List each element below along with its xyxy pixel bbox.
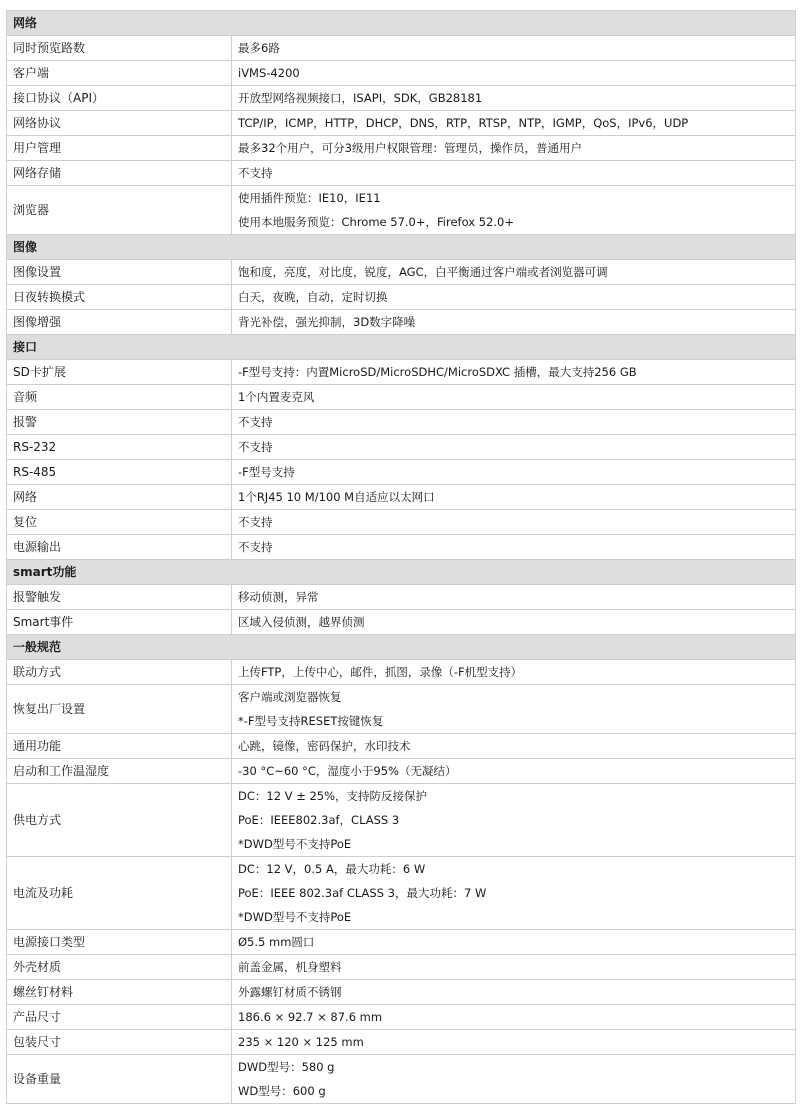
spec-row <box>7 759 796 784</box>
spec-label: 网络协议 <box>7 111 232 136</box>
spec-value <box>232 759 796 784</box>
spec-label: 电源输出 <box>7 535 232 560</box>
spec-value <box>232 410 796 435</box>
spec-value-line: 使用本地服务预览：Chrome 57.0+，Firefox 52.0+ <box>238 215 514 229</box>
spec-row <box>7 310 796 335</box>
spec-label: 接口协议（API） <box>7 86 232 111</box>
spec-value-line: 最多6路 <box>238 41 280 55</box>
spec-value <box>232 930 796 955</box>
spec-value-line: -F型号支持 <box>238 465 295 479</box>
spec-value-line: 客户端或浏览器恢复 <box>238 690 342 704</box>
spec-row <box>7 610 796 635</box>
spec-value <box>232 1005 796 1030</box>
spec-row <box>7 535 796 560</box>
spec-row <box>7 485 796 510</box>
spec-row <box>7 1030 796 1055</box>
spec-value <box>232 485 796 510</box>
spec-label: 外壳材质 <box>7 955 232 980</box>
spec-value-line: 前盖金属，机身塑料 <box>238 960 342 974</box>
spec-label: 恢复出厂设置 <box>7 685 232 734</box>
spec-value <box>232 734 796 759</box>
spec-row <box>7 186 796 235</box>
spec-label: 联动方式 <box>7 660 232 685</box>
spec-value-line: DWD型号：580 g <box>238 1060 335 1074</box>
spec-value <box>232 260 796 285</box>
spec-value <box>232 36 796 61</box>
section-title: 网络 <box>7 11 796 36</box>
spec-label: RS-232 <box>7 435 232 460</box>
spec-value <box>232 86 796 111</box>
spec-value-line: 不支持 <box>238 415 273 429</box>
spec-value <box>232 385 796 410</box>
spec-value-line: 不支持 <box>238 540 273 554</box>
spec-label: 复位 <box>7 510 232 535</box>
spec-value-line: 不支持 <box>238 166 273 180</box>
spec-row <box>7 734 796 759</box>
section-header <box>7 11 796 36</box>
spec-value <box>232 660 796 685</box>
spec-value <box>232 784 796 857</box>
spec-value-line: 最多32个用户，可分3级用户权限管理：管理员，操作员，普通用户 <box>238 141 582 155</box>
spec-label: 音频 <box>7 385 232 410</box>
spec-label: 网络 <box>7 485 232 510</box>
spec-value-line: DC：12 V ± 25%，支持防反接保护 <box>238 789 428 803</box>
spec-value <box>232 111 796 136</box>
spec-table <box>6 10 796 1104</box>
spec-row <box>7 36 796 61</box>
spec-row <box>7 955 796 980</box>
spec-value-line: *DWD型号不支持PoE <box>238 837 352 851</box>
spec-value <box>232 310 796 335</box>
spec-value <box>232 685 796 734</box>
spec-value-line: 白天，夜晚，自动，定时切换 <box>238 290 388 304</box>
spec-label: 供电方式 <box>7 784 232 857</box>
spec-value <box>232 585 796 610</box>
spec-row <box>7 285 796 310</box>
spec-value <box>232 535 796 560</box>
section-title: 接口 <box>7 335 796 360</box>
spec-label: 启动和工作温湿度 <box>7 759 232 784</box>
spec-label: 通用功能 <box>7 734 232 759</box>
spec-label: 客户端 <box>7 61 232 86</box>
spec-label: 同时预览路数 <box>7 36 232 61</box>
spec-row <box>7 784 796 857</box>
section-title: smart功能 <box>7 560 796 585</box>
spec-label: 包装尺寸 <box>7 1030 232 1055</box>
spec-row <box>7 857 796 930</box>
spec-label: RS-485 <box>7 460 232 485</box>
spec-value-line: *DWD型号不支持PoE <box>238 910 352 924</box>
spec-value-line: 使用插件预览：IE10，IE11 <box>238 191 381 205</box>
spec-value-line: 开放型网络视频接口，ISAPI，SDK，GB28181 <box>238 91 483 105</box>
spec-label: 电源接口类型 <box>7 930 232 955</box>
spec-row <box>7 111 796 136</box>
spec-value <box>232 1030 796 1055</box>
spec-value-line: 饱和度，亮度，对比度，锐度，AGC，白平衡通过客户端或者浏览器可调 <box>238 265 608 279</box>
spec-value <box>232 510 796 535</box>
spec-label: 产品尺寸 <box>7 1005 232 1030</box>
spec-value-line: 移动侦测，异常 <box>238 590 319 604</box>
spec-label: SD卡扩展 <box>7 360 232 385</box>
spec-value-line: 1个内置麦克风 <box>238 390 315 404</box>
spec-value-line: Ø5.5 mm圆口 <box>238 935 315 949</box>
spec-row <box>7 385 796 410</box>
spec-label: 用户管理 <box>7 136 232 161</box>
section-header <box>7 335 796 360</box>
spec-row <box>7 685 796 734</box>
section-header <box>7 560 796 585</box>
spec-value-line: 外露螺钉材质不锈钢 <box>238 985 342 999</box>
spec-value <box>232 161 796 186</box>
spec-value <box>232 980 796 1005</box>
spec-value-line: 不支持 <box>238 515 273 529</box>
spec-value-line: -30 °C~60 °C，湿度小于95%（无凝结） <box>238 764 457 778</box>
spec-value-line: 1个RJ45 10 M/100 M自适应以太网口 <box>238 490 435 504</box>
spec-label: Smart事件 <box>7 610 232 635</box>
spec-value-line: 区域入侵侦测，越界侦测 <box>238 615 365 629</box>
spec-label: 报警 <box>7 410 232 435</box>
section-title: 一般规范 <box>7 635 796 660</box>
section-title: 图像 <box>7 235 796 260</box>
spec-value <box>232 136 796 161</box>
spec-label: 日夜转换模式 <box>7 285 232 310</box>
spec-value-line: 背光补偿，强光抑制，3D数字降噪 <box>238 315 416 329</box>
spec-row <box>7 660 796 685</box>
spec-value <box>232 857 796 930</box>
spec-row <box>7 136 796 161</box>
spec-value <box>232 285 796 310</box>
spec-value-line: 186.6 × 92.7 × 87.6 mm <box>238 1010 383 1024</box>
spec-row <box>7 61 796 86</box>
spec-label: 图像增强 <box>7 310 232 335</box>
spec-value-line: 心跳，镜像，密码保护，水印技术 <box>238 739 411 753</box>
spec-value-line: 上传FTP，上传中心，邮件，抓图，录像（-F机型支持） <box>238 665 523 679</box>
spec-value <box>232 435 796 460</box>
spec-value-line: *-F型号支持RESET按键恢复 <box>238 714 384 728</box>
spec-label: 设备重量 <box>7 1055 232 1104</box>
spec-row <box>7 360 796 385</box>
spec-row <box>7 510 796 535</box>
spec-table-body <box>7 11 796 1104</box>
spec-label: 电流及功耗 <box>7 857 232 930</box>
spec-row <box>7 930 796 955</box>
spec-row <box>7 161 796 186</box>
spec-value-line: DC：12 V，0.5 A，最大功耗：6 W <box>238 862 426 876</box>
spec-value <box>232 460 796 485</box>
spec-row <box>7 260 796 285</box>
spec-row <box>7 1005 796 1030</box>
spec-value <box>232 61 796 86</box>
spec-value <box>232 186 796 235</box>
spec-value <box>232 610 796 635</box>
spec-label: 螺丝钉材料 <box>7 980 232 1005</box>
spec-row <box>7 1055 796 1104</box>
spec-row <box>7 980 796 1005</box>
spec-value-line: -F型号支持：内置MicroSD/MicroSDHC/MicroSDXC 插槽，最大支持256 GB <box>238 365 637 379</box>
spec-value-line: 235 × 120 × 125 mm <box>238 1035 364 1049</box>
spec-row <box>7 585 796 610</box>
section-header <box>7 635 796 660</box>
spec-value-line: TCP/IP，ICMP，HTTP，DHCP，DNS，RTP，RTSP，NTP，IGMP，QoS，IPv6，UDP <box>238 116 689 130</box>
spec-label: 报警触发 <box>7 585 232 610</box>
spec-row <box>7 435 796 460</box>
spec-label: 图像设置 <box>7 260 232 285</box>
spec-value-line: PoE：IEEE 802.3af CLASS 3，最大功耗：7 W <box>238 886 487 900</box>
spec-value <box>232 360 796 385</box>
spec-label: 浏览器 <box>7 186 232 235</box>
spec-row <box>7 86 796 111</box>
spec-value <box>232 955 796 980</box>
spec-value-line: WD型号：600 g <box>238 1084 326 1098</box>
spec-value <box>232 1055 796 1104</box>
spec-row <box>7 410 796 435</box>
spec-value-line: 不支持 <box>238 440 273 454</box>
spec-value-line: PoE：IEEE802.3af，CLASS 3 <box>238 813 400 827</box>
section-header <box>7 235 796 260</box>
spec-value-line: iVMS-4200 <box>238 66 300 80</box>
spec-row <box>7 460 796 485</box>
spec-label: 网络存储 <box>7 161 232 186</box>
